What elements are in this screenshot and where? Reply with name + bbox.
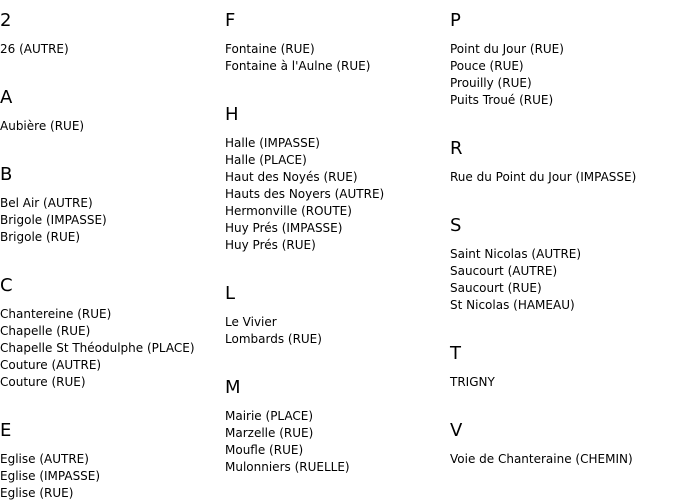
street-link-eglise-impasse[interactable]: Eglise (IMPASSE) <box>0 469 101 483</box>
street-link-mulonniers-ruelle[interactable]: Mulonniers (RUELLE) <box>225 460 350 474</box>
street-link-lombards-rue[interactable]: Lombards (RUE) <box>225 332 322 346</box>
street-list <box>225 41 370 75</box>
letter-group-r <box>450 138 636 186</box>
street-link-aubiere-rue[interactable]: Aubière (RUE) <box>0 119 85 133</box>
letter-heading: T <box>450 343 461 364</box>
street-link-trigny[interactable]: TRIGNY <box>450 375 495 389</box>
street-list <box>0 41 69 58</box>
street-link-fontaine-rue[interactable]: Fontaine (RUE) <box>225 42 315 56</box>
street-list <box>0 118 84 135</box>
letter-group-f <box>225 10 370 75</box>
street-link-mairie-place[interactable]: Mairie (PLACE) <box>225 409 314 423</box>
street-link-puits-troue-rue[interactable]: Puits Troué (RUE) <box>450 93 554 107</box>
letter-group-b <box>0 164 107 246</box>
letter-group-l <box>225 283 322 348</box>
letter-heading: E <box>0 420 12 441</box>
street-link-prouilly-rue[interactable]: Prouilly (RUE) <box>450 76 532 90</box>
letter-heading: V <box>450 420 463 441</box>
street-list <box>0 306 195 391</box>
street-link-hermonville-route[interactable]: Hermonville (ROUTE) <box>225 204 352 218</box>
letter-group-s <box>450 215 581 314</box>
street-list <box>450 246 581 314</box>
street-list <box>225 408 350 476</box>
street-link-saucourt-autre[interactable]: Saucourt (AUTRE) <box>450 264 558 278</box>
street-link-bel-air-autre[interactable]: Bel Air (AUTRE) <box>0 196 93 210</box>
street-link-eglise-rue[interactable]: Eglise (RUE) <box>0 486 74 500</box>
letter-heading: A <box>0 87 13 108</box>
street-list <box>450 374 495 391</box>
letter-group-m <box>225 377 350 476</box>
street-link-brigole-impasse[interactable]: Brigole (IMPASSE) <box>0 213 107 227</box>
letter-group-p <box>450 10 564 109</box>
street-link-voie-de-chanteraine-chemin[interactable]: Voie de Chanteraine (CHEMIN) <box>450 452 633 466</box>
street-list <box>450 451 633 468</box>
street-link-rue-du-point-du-jour-impasse[interactable]: Rue du Point du Jour (IMPASSE) <box>450 170 637 184</box>
street-link-chapelle-rue[interactable]: Chapelle (RUE) <box>0 324 91 338</box>
street-link-chapelle-st-theodulphe-place[interactable]: Chapelle St Théodulphe (PLACE) <box>0 341 195 355</box>
letter-group-t <box>450 343 495 391</box>
letter-group-c <box>0 275 195 391</box>
letter-heading: P <box>450 10 461 31</box>
street-link-marzelle-rue[interactable]: Marzelle (RUE) <box>225 426 314 440</box>
street-link-26-autre[interactable]: 26 (AUTRE) <box>0 42 69 56</box>
letter-heading: H <box>225 104 239 125</box>
street-link-moufle-rue[interactable]: Moufle (RUE) <box>225 443 304 457</box>
street-link-pouce-rue[interactable]: Pouce (RUE) <box>450 59 524 73</box>
letter-heading: L <box>225 283 236 304</box>
street-link-chantereine-rue[interactable]: Chantereine (RUE) <box>0 307 112 321</box>
street-link-saint-nicolas-autre[interactable]: Saint Nicolas (AUTRE) <box>450 247 582 261</box>
street-list <box>225 135 384 254</box>
street-list <box>0 451 100 502</box>
street-list <box>0 195 107 246</box>
letter-group-e <box>0 420 100 502</box>
street-list <box>450 41 564 109</box>
street-link-halle-place[interactable]: Halle (PLACE) <box>225 153 307 167</box>
street-link-haut-des-noyes-rue[interactable]: Haut des Noyés (RUE) <box>225 170 358 184</box>
street-link-halle-impasse[interactable]: Halle (IMPASSE) <box>225 136 320 150</box>
street-link-fontaine-a-l-aulne-rue[interactable]: Fontaine à l'Aulne (RUE) <box>225 59 371 73</box>
letter-group-h <box>225 104 384 254</box>
letter-group-v <box>450 420 633 468</box>
street-link-le-vivier[interactable]: Le Vivier <box>225 315 277 329</box>
street-link-eglise-autre[interactable]: Eglise (AUTRE) <box>0 452 89 466</box>
street-link-huy-pres-impasse[interactable]: Huy Prés (IMPASSE) <box>225 221 343 235</box>
street-link-huy-pres-rue[interactable]: Huy Prés (RUE) <box>225 238 316 252</box>
letter-heading: S <box>450 215 462 236</box>
letter-group-a <box>0 87 84 135</box>
letter-heading: F <box>225 10 236 31</box>
street-link-couture-autre[interactable]: Couture (AUTRE) <box>0 358 102 372</box>
street-link-saucourt-rue[interactable]: Saucourt (RUE) <box>450 281 542 295</box>
street-link-hauts-des-noyers-autre[interactable]: Hauts des Noyers (AUTRE) <box>225 187 385 201</box>
street-link-point-du-jour-rue[interactable]: Point du Jour (RUE) <box>450 42 564 56</box>
street-list <box>225 314 322 348</box>
street-link-couture-rue[interactable]: Couture (RUE) <box>0 375 86 389</box>
letter-heading: B <box>0 164 13 185</box>
letter-heading: C <box>0 275 13 296</box>
letter-heading: R <box>450 138 463 159</box>
street-link-st-nicolas-hameau[interactable]: St Nicolas (HAMEAU) <box>450 298 575 312</box>
street-link-brigole-rue[interactable]: Brigole (RUE) <box>0 230 81 244</box>
letter-group-2 <box>0 10 69 58</box>
letter-heading: M <box>225 377 241 398</box>
street-list <box>450 169 636 186</box>
letter-heading: 2 <box>0 10 12 31</box>
